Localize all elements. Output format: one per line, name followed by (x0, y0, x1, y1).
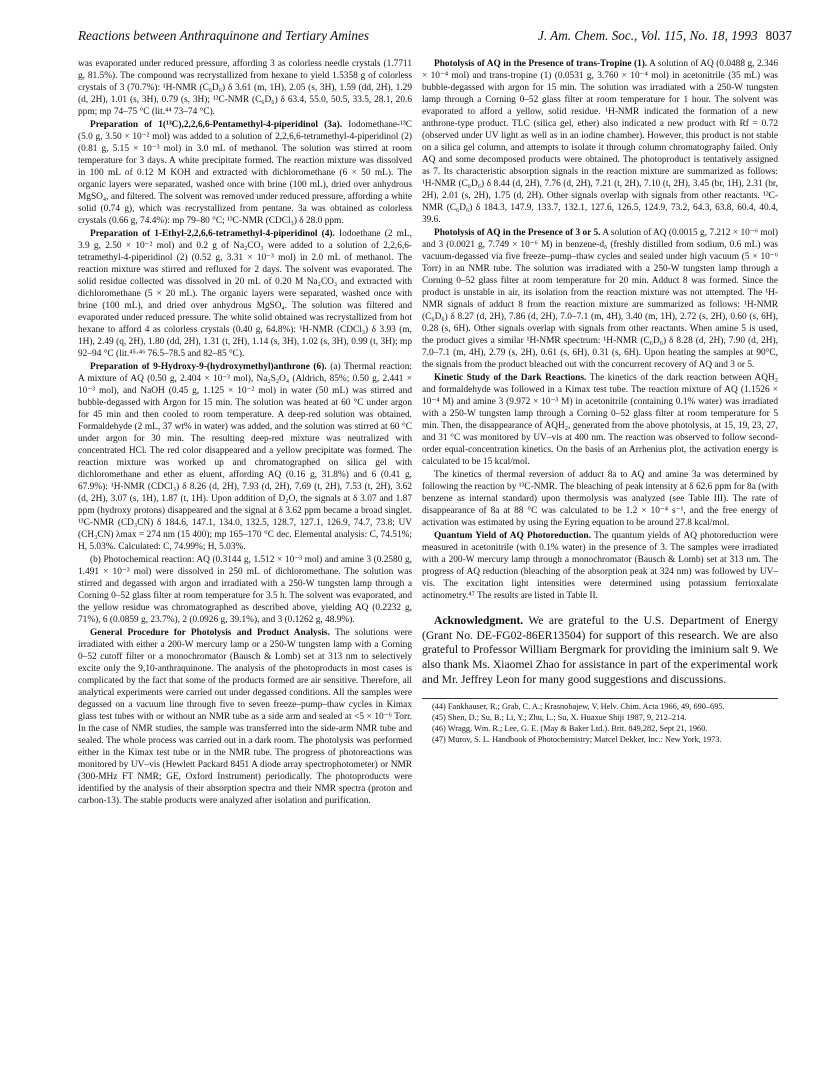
acknowledgment (422, 614, 778, 688)
paragraph-text: Iodoethane (2 mL, 3.9 g, 2.50 × 10⁻² mol) and 0.2 g of Na₂CO₃ were added to a solution of 2,2,6,6-tetramethyl-4-piperidinol (2) (0.52 g, 3.31 × 10⁻³ mol) in 2.0 mL of methanol. The reaction mixture was stirred and refluxed for 2 days. The solvent was evaporated. The solid residue collected was dissolved in 20 mL of 0.20 M Na₂CO₃ and extracted with dichloromethane (5 × 20 mL). The organic layers were separated, washed once with brine (100 mL), and dried over anhydrous MgSO₄. The solution was filtered and evaporated under reduced pressure. The white solid obtained was recrystallized from hot hexane to afford 4 as colorless crystals (0.40 g, 64.8%): ¹H-NMR (CDCl₃) δ 3.93 (m, 1H), 2.49 (q, 2H), 1.80 (dd, 2H), 1.31 (t, 2H), 1.14 (s, 3H), 1.02 (s, 3H), 0.99 (t, 3H); mp 92–94 °C (lit.⁴⁵·⁴⁶ 76.5–78.5 and 82–85 °C). (78, 229, 412, 359)
acknowledgment-text: We are grateful to the U.S. Department of Energy (Grant No. DE-FG02-86ER13504) for support of this research. We are also grateful to Professor William Bergmark for providing the iminium salt 9. We also thank Ms. Xiaomei Zhao for assistance in part of the experimental work and Mr. Jeffrey Leon for many good suggestions and discussions. (422, 614, 779, 686)
section-heading: Kinetic Study of the Dark Reactions. (434, 373, 587, 383)
paragraph-text: Iodomethane-¹³C (5.0 g, 3.50 × 10⁻² mol) was added to a solution of 2,2,6,6-tetramethyl-4-piperidinol (2) (0.81 g, 5.15 × 10⁻³ mol) in 3.0 mL of methanol. The solution was stirred at room temperature for 3 days. A white precipitate formed. The reaction mixture was dissolved in 100 mL of 0.12 M KOH and extracted with dichloromethane (6 × 50 mL). The organic layers were separated, washed once with brine (100 mL), dried over anhydrous MgSO₄, and filtered. The solvent was removed under reduced pressure, affording a white solid (0.74 g), which was recrystallized from pentane. 3a was obtained as colorless crystals (0.66 g, 74.4%): mp 79–80 °C; ¹³C-NMR (CDCl₃) δ 28.0 ppm. (78, 120, 412, 226)
reference-item: (44) Fankhauser, R.; Grab, C. A.; Krasnobajew, V. Helv. Chim. Acta 1966, 49, 690–695. (432, 701, 725, 711)
journal-name: J. Am. Chem. Soc., Vol. 115, No. 18, 1993 (537, 28, 758, 43)
paragraph: The kinetics of thermal reversion of adduct 8a to AQ and amine 3a was determined by following the reaction by ¹³C-NMR. The bleaching of peak intensity at δ 62.6 ppm for 8a (with benzene as internal standard) upon thermolysis was analyzed (see Table III). The rate of disappearance of 8a at 88 °C was calculated to be 1.2 × 10⁻⁴ s⁻¹, and the free energy of activation was estimated by using the Eyring equation to be around 27.8 kcal/mol. (422, 470, 778, 528)
paragraph-text: (a) Thermal reaction: A mixture of AQ (0.50 g, 2.404 × 10⁻³ mol), Na₂S₂O₄ (Aldrich, 85%; 0.50 g, 2.441 × 10⁻³ mol), and NaOH (0.45 g, 1.125 × 10⁻² mol) in water (50 mL) was stirred and bubble-degassed with Argon for 15 min. The solution was heated at 60 °C under argon for 45 min and then cooled to room temperature. A deep-red solution was obtained. Formaldehyde (2 mL, 37 wt% in water) was added, and the solution was stirred at 60 °C under argon for 30 min. The resulting deep-red mixture was neutralized with concentrated HCl. The red color disappeared and a yellow precipitate was formed. The reaction mixture was worked up and chromatographed on silica gel with dichloromethane and ether as eluent, affording AQ (0.16 g, 31.8%) and 6 (0.41 g, 67.9%): ¹H-NMR (CDCl₃) δ 8.26 (d, 2H), 7.93 (d, 2H), 7.69 (t, 2H), 7.53 (t, 2H), 3.62 (d, 2H), 3.07 (s, 1H), 1.87 (t, 1H). Upon addition of D₂O, the signals at δ 3.07 and 1.87 ppm (hydroxy protons) disappeared and the signal at δ 3.62 ppm became a broad singlet. ¹³C-NMR (CD₃CN) δ 184.6, 147.1, 134.0, 132.5, 128.7, 127.1, 126.9, 74.7, 73.8; UV (CH₃CN) λmax = 274 nm (15 400); mp 165–170 °C dec. Elemental analysis: C, 74.51%; H, 5.03%. Calculated: C, 74.99%; H, 5.03%. (78, 362, 412, 552)
paragraph-text: The kinetics of the dark reaction between AQH₂ and formaldehyde was followed in a Kimax test tube. The reaction mixture of AQ (1.1526 × 10⁻⁴ M) and amine 3 (9.972 × 10⁻³ M) in acetonitrile (containing 0.1% water) was irradiated with a 250-W tungsten lamp through a Corning 0–52 glass filter at room temperature for 5 min. Then, the disappearance of AQH₂, generated from the above photolysis, at 15, 19, 23, 27, and 31 °C was monitored by UV–vis at 400 nm. The reaction was observed to follow second-order equal-concentration kinetics. On the basis of an Arrhenius plot, the activation energy is calculated to be 15 kcal/mol. (422, 373, 778, 467)
section-heading: Preparation of 1(¹³C),2,2,6,6-Pentamethyl-4-piperidinol (3a). (90, 120, 343, 130)
paragraph (78, 361, 412, 553)
left-column (78, 58, 412, 807)
section-heading: General Procedure for Photolysis and Product Analysis. (90, 628, 330, 638)
reference-item: (45) Shen, D.; Su, B.; Li, Y.; Zhu, L.; Su, X. Huaxue Shiji 1987, 9, 212–214. (432, 712, 687, 722)
running-title: Reactions between Anthraquinone and Tertiary Amines (78, 28, 369, 43)
running-header (78, 28, 792, 44)
section-heading: Photolysis of AQ in the Presence of 3 or 5. (434, 228, 601, 238)
paragraph (422, 227, 778, 371)
reference-item: (46) Wragg, Wm. R.; Lee, G. E. (May & Baker Ltd.). Brit. 849,282, Sept 21, 1960. (432, 724, 708, 734)
paragraph (422, 58, 778, 226)
right-column (422, 58, 778, 746)
paragraph: (b) Photochemical reaction: AQ (0.3144 g, 1.512 × 10⁻³ mol) and amine 3 (0.2580 g, 1.491 × 10⁻³ mol) were dissolved in 250 mL of dichloromethane. The solution was stirred and degassed with argon and irradiated with a 250-W tungsten lamp through a Corning 0–52 glass filter at room temperature for 3.5 h. The solvent was evaporated, and the yellow residue was chromatographed as described above, yielding AQ (0.2232 g, 71%), 6 (0.0859 g, 23.7%), 2 (0.0926 g, 39.1%), and 3 (0.1262 g, 48.9%). (78, 555, 412, 625)
section-heading: Preparation of 1-Ethyl-2,2,6,6-tetramethyl-4-piperidinol (4). (90, 229, 335, 239)
paragraph-text: The quantum yields of AQ photoreduction were measured in acetonitrile (with 0.1% water) in the presence of 3. The samples were irradiated with a 200-W mercury lamp through a monochromator (Bausch & Lomb) set at 313 nm. The progress of AQ reduction (bleaching of the absorption peak at 324 nm) was followed by UV–vis. The excitation light intensities were determined using potassium ferrioxalate actinometry.⁴⁷ The results are listed in Table II. (422, 531, 779, 601)
paragraph (78, 228, 412, 360)
paragraph (422, 372, 778, 468)
paragraph: was evaporated under reduced pressure, affording 3 as colorless needle crystals (1.7711 g, 81.5%). The compound was recrystallized from hexane to yield 1.5358 g of colorless crystals of 3 (70.7%): ¹H-NMR (C₆D₆) δ 3.61 (m, 1H), 2.05 (s, 3H), 1.59 (dd, 2H), 1.29 (d, 2H), 1.01 (s, 3H), 0.79 (s, 3H); ¹³C-NMR (C₆D₆) δ 63.4, 55.0, 50.5, 33.5, 28.1, 20.6 ppm; mp 74–75 °C (lit.⁴⁴ 73–74 °C). (78, 59, 412, 117)
paragraph (422, 530, 778, 602)
paragraph (78, 119, 412, 227)
section-heading: Preparation of 9-Hydroxy-9-(hydroxymethyl)anthrone (6). (90, 362, 327, 372)
references (422, 698, 778, 746)
acknowledgment-heading: Acknowledgment. (434, 614, 524, 627)
paragraph-text: A solution of AQ (0.0015 g, 7.212 × 10⁻⁶ mol) and 3 (0.0021 g, 7.749 × 10⁻⁶ M) in benzene-d₆ (freshly distilled from sodium, 0.6 mL) was vacuum-degassed via five freeze–pump–thaw cycles and sealed under high vacuum (5 × 10⁻⁶ Torr) in an NMR tube. The solution was irradiated with a 250-W tungsten lamp through a Corning 0–52 glass filter at room temperature for 20 min. Adduct 8 was formed. Since the product is unstable in air, its isolation from the reaction mixture was not attempted. The ¹H-NMR signals of adduct 8 from the reaction mixture are summarized as follows: ¹H-NMR (C₆D₆) δ 8.27 (d, 2H), 7.86 (d, 2H), 7.0–7.1 (m, 4H), 3.40 (m, 1H), 2.72 (s, 2H), 0.60 (s, 6H), 0.28 (s, 6H). Other signals overlap with signals from other reactants. When amine 5 is used, the product gives a similar ¹H-NMR spectrum: ¹H-NMR (C₆D₆) δ 8.28 (d, 2H), 7.90 (d, 2H), 7.0–7.1 (m, 4H), 2.79 (s, 2H), 0.61 (s, 6H), 0.31 (s, 6H). Upon heating the samples at 90°C, the signals from the product bleached out with the concurrent recovery of AQ and 3 or 5. (422, 228, 778, 370)
page-number: 8037 (765, 28, 792, 43)
paragraph (78, 627, 412, 807)
paragraph-text: The solutions were irradiated with either a 200-W mercury lamp or a 250-W tungsten lamp with a Corning 0–52 cutoff filter or a monochromator (Bausch & Lomb) set at 313 nm to selectively excite only the 9,10-anthraquinone. The analysis of the photoproducts in most cases is complicated by the fact that some of the products formed are air sensitive. Therefore, all analytical experiments were carried out under degassed conditions. All the samples were degassed on a vacuum line through five to seven freeze–pump–thaw cycles in Kimax glass test tubes with or without an NMR tube as a side arm and sealed at <5 × 10⁻⁶ Torr. In the case of NMR studies, the sample was transferred into the side-arm NMR tube and sealed. The whole process was carried out in a dark room. The photolysis was performed either in the Kimax test tube or in the NMR tube. The progress of photoreactions was monitored by UV–vis (Hewlett Packard 8451 A diode array spectrophotometer) or NMR (300-MHz FT NMR; GE, Oxford Instrument) periodically. The photoproducts were identified by the analysis of their absorption spectra and their NMR spectra (proton and carbon-13). The stable products were analyzed after isolation and purification. (78, 628, 412, 806)
section-heading: Quantum Yield of AQ Photoreduction. (434, 531, 591, 541)
reference-item: (47) Murov, S. L. Handbook of Photochemistry; Marcel Dekker, Inc.: New York, 1973. (432, 735, 722, 745)
section-heading: Photolysis of AQ in the Presence of trans-Tropine (1). (434, 59, 648, 69)
paragraph-text: A solution of AQ (0.0488 g, 2.346 × 10⁻⁴ mol) and trans-tropine (1) (0.0531 g, 3.760 × 10⁻⁴ mol) in acetonitrile (35 mL) was bubble-degassed with argon for 15 min. The solution was irradiated with a 250-W tungsten lamp through a Corning 0–52 glass filter at room temperature for 1 hour. The solvent was evaporated to afford a yellow, solid residue. ¹H-NMR indicated the formation of a new anthrone-type product. TLC (silica gel, ether) also indicated a new product with Rf = 0.72 (observed under UV light as well as in an iodine chamber). However, this product is not stable on a silica gel column, and attempts to isolate it through column chromatography failed. Only AQ and some decomposed products were obtained. The photoproduct is tentatively assigned as 7. Its characteristic absorption signals in the reaction mixture are summarized as follows: ¹H-NMR (C₆D₆) δ 8.44 (d, 2H), 7.76 (d, 2H), 7.21 (t, 2H), 7.10 (t, 2H), 3.45 (br, 1H), 2.31 (br, 2H), 2.01 (s, 2H), 1.75 (d, 2H). Other signals overlap with signals from other reactants. ¹³C-NMR (C₆D₆) δ 184.3, 147.9, 133.7, 132.1, 127.6, 126.5, 124.9, 73.2, 64.3, 63.8, 60.4, 40.4, 39.6. (422, 59, 778, 225)
journal-citation (538, 28, 792, 44)
